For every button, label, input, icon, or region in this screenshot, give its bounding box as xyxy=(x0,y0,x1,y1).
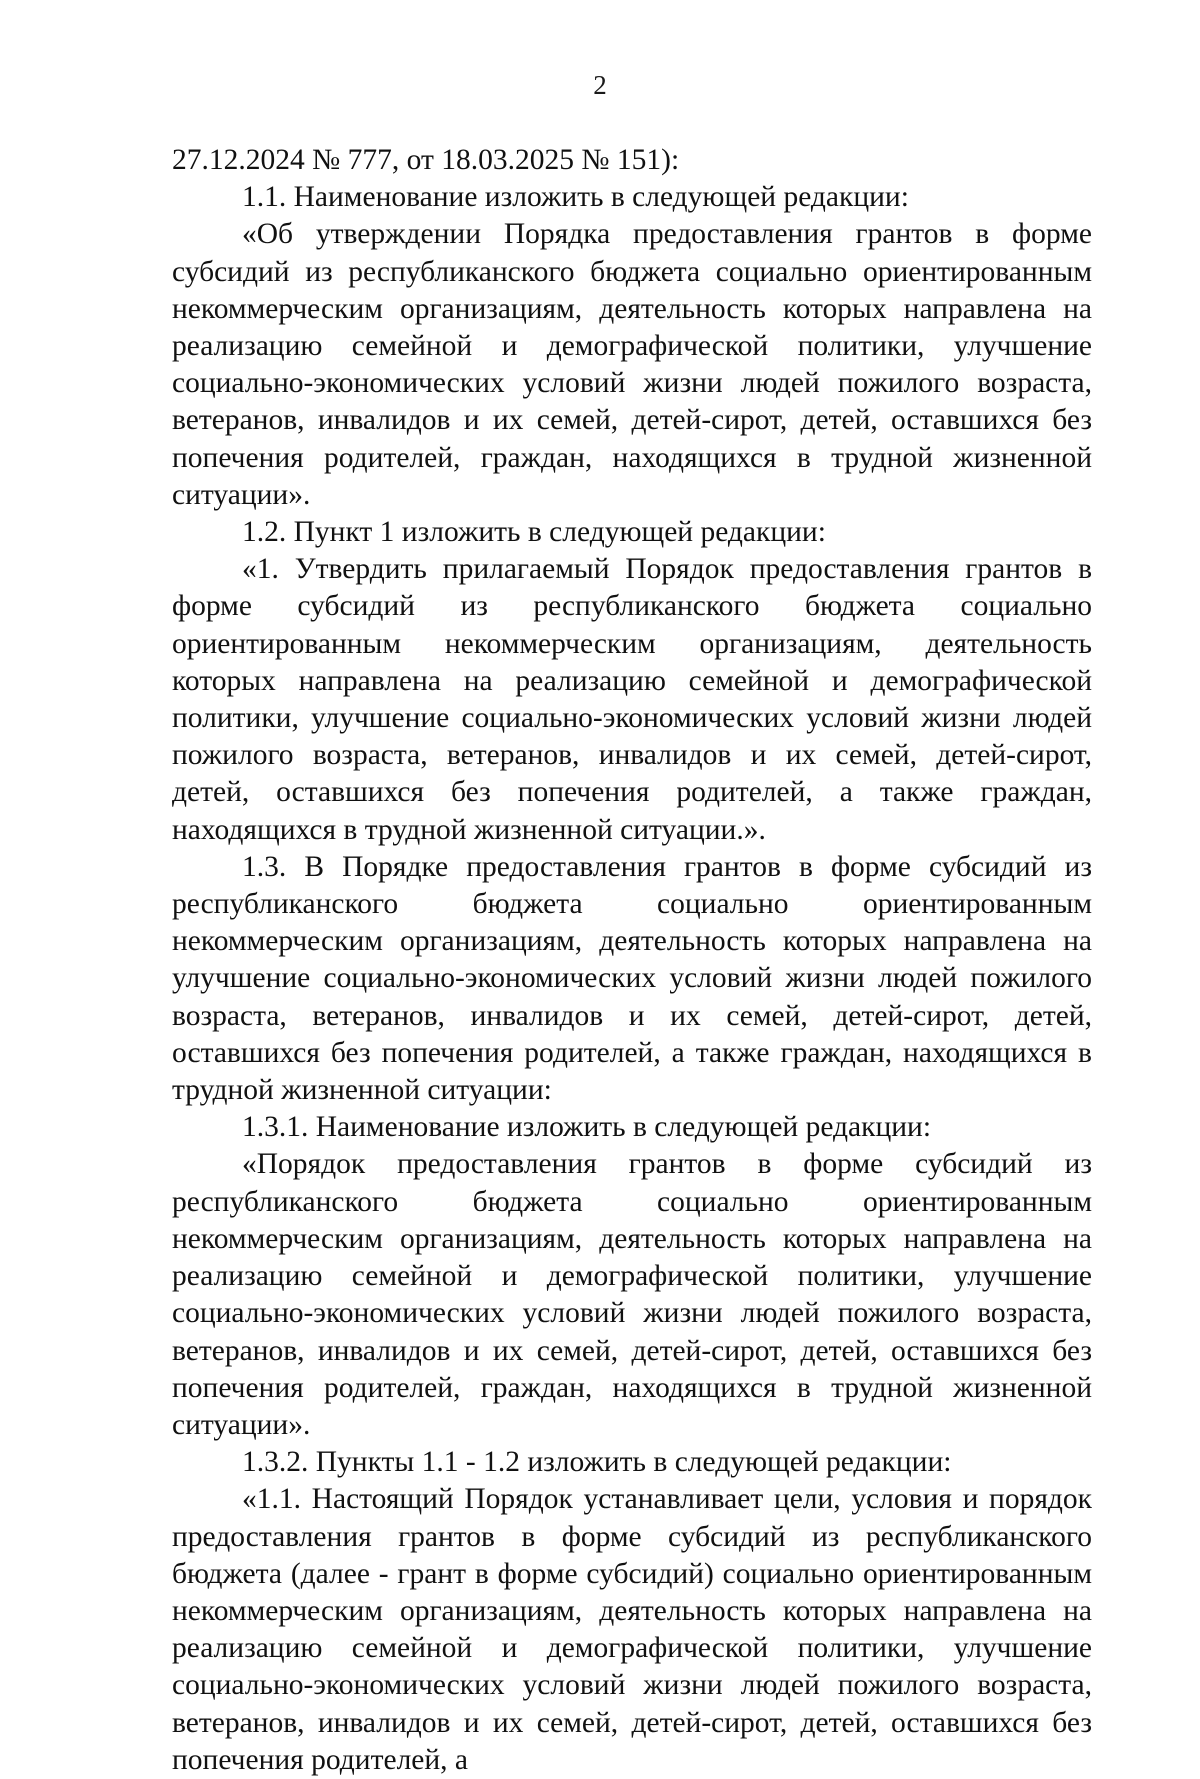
paragraph: 1.1. Наименование изложить в следующей редакции: xyxy=(242,181,909,214)
paragraph: «1.1. Настоящий Порядок устанавливает цели, условия и порядок предоставления грантов в форме субсидий из республиканского бюджета (далее - грант в форме субсидий) социально ориентированным некоммерческим организациям, деятельность которых направлена на реализацию семейной и демографической политики, улучшение социально-экономических условий жизни людей пожилого возраста, ветеранов, инвалидов и их семей, детей-сирот, детей, оставшихся без попечения родителей, а xyxy=(172,1483,1092,1776)
paragraph: 1.2. Пункт 1 изложить в следующей редакции: xyxy=(242,516,826,549)
paragraph: «1. Утвердить прилагаемый Порядок предоставления грантов в форме субсидий из республиканского бюджета социально ориентированным некоммерческим организациям, деятельность которых направлена на реализацию семейной и демографической политики, улучшение социально-экономических условий жизни людей пожилого возраста, ветеранов, инвалидов и их семей, детей-сирот, детей, оставшихся без попечения родителей, а также граждан, находящихся в трудной жизненной ситуации.». xyxy=(172,553,1092,846)
paragraph: «Порядок предоставления грантов в форме субсидий из республиканского бюджета социально ориентированным некоммерческим организациям, деятельность которых направлена на реализацию семейной и демографической политики, улучшение социально-экономических условий жизни людей пожилого возраста, ветеранов, инвалидов и их семей, детей-сирот, детей, оставшихся без попечения родителей, граждан, находящихся в трудной жизненной ситуации». xyxy=(172,1148,1092,1441)
paragraph: 1.3.1. Наименование изложить в следующей редакции: xyxy=(242,1111,932,1144)
paragraph: 1.3. В Порядке предоставления грантов в форме субсидий из республиканского бюджета социально ориентированным некоммерческим организациям, деятельность которых направлена на улучшение социально-экономических условий жизни людей пожилого возраста, ветеранов, инвалидов и их семей, детей-сирот, детей, оставшихся без попечения родителей, а также граждан, находящихся в трудной жизненной ситуации: xyxy=(172,850,1092,1107)
document-body xyxy=(172,142,1092,1779)
paragraph: 1.3.2. Пункты 1.1 - 1.2 изложить в следующей редакции: xyxy=(242,1446,952,1479)
page-number: 2 xyxy=(593,70,607,100)
paragraph: 27.12.2024 № 777, от 18.03.2025 № 151): xyxy=(172,144,680,176)
paragraph: «Об утверждении Порядка предоставления грантов в форме субсидий из республиканского бюджета социально ориентированным некоммерческим организациям, деятельность которых направлена на реализацию семейной и демографической политики, улучшение социально-экономических условий жизни людей пожилого возраста, ветеранов, инвалидов и их семей, детей-сирот, детей, оставшихся без попечения родителей, граждан, находящихся в трудной жизненной ситуации». xyxy=(172,218,1092,511)
